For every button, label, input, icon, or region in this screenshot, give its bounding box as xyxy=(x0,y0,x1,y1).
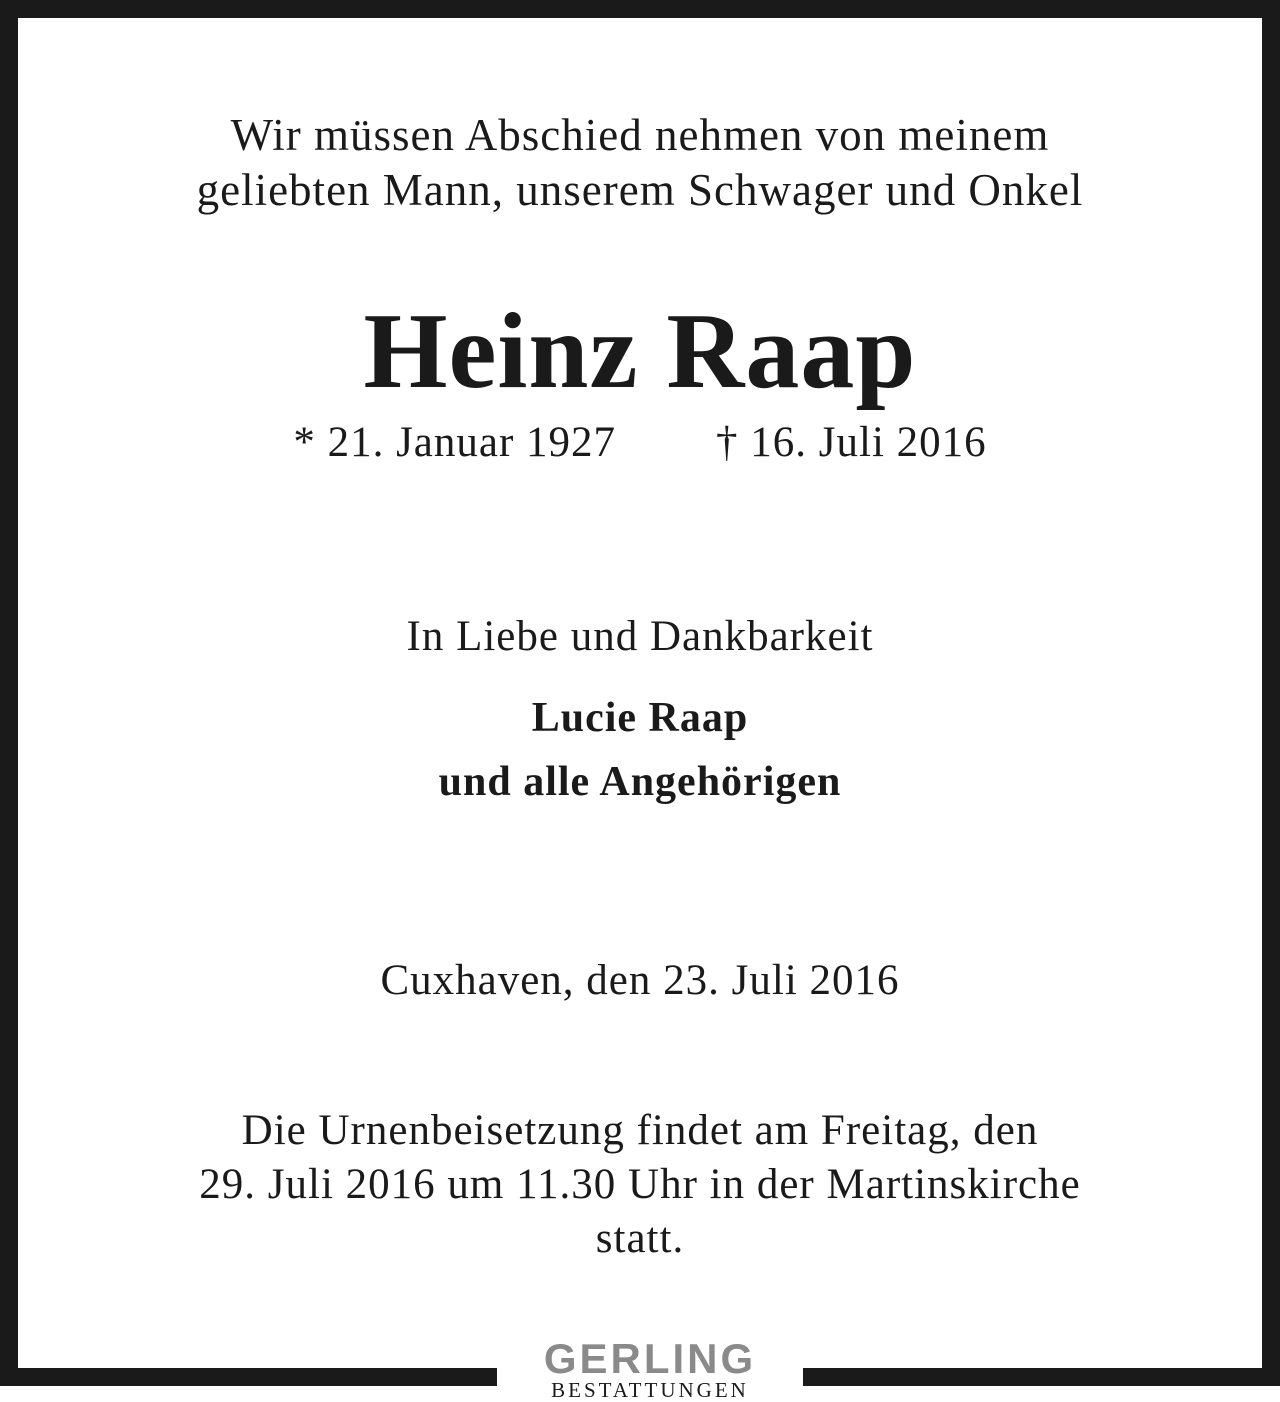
burial-notice xyxy=(0,1104,1280,1266)
deceased-name: Heinz Raap xyxy=(363,292,917,411)
frame-border-top xyxy=(0,0,1280,18)
frame-border-bottom-left xyxy=(0,1368,497,1386)
mourner-primary: Lucie Raap xyxy=(531,695,749,741)
death-date: † 16. Juli 2016 xyxy=(716,419,987,466)
intro-line-2: geliebten Mann, unserem Schwager und Onkel xyxy=(196,165,1084,215)
life-dates xyxy=(0,416,1280,470)
mourners-signature xyxy=(0,686,1280,814)
logo-wordmark: GERLING xyxy=(543,1335,757,1382)
birth-date: * 21. Januar 1927 xyxy=(293,419,617,466)
mourner-relatives: und alle Angehörigen xyxy=(438,759,842,805)
frame-border-bottom-right xyxy=(803,1368,1280,1386)
thanks-phrase: In Liebe und Dankbarkeit xyxy=(406,613,874,660)
place-and-date: Cuxhaven, den 23. Juli 2016 xyxy=(380,957,900,1004)
notice-line-3: statt. xyxy=(595,1215,685,1262)
intro-text xyxy=(0,108,1280,218)
notice-line-1: Die Urnenbeisetzung findet am Freitag, den xyxy=(241,1107,1039,1154)
intro-line-1: Wir müssen Abschied nehmen von meinem xyxy=(230,110,1050,160)
notice-line-2: 29. Juli 2016 um 11.30 Uhr in der Martinskirche xyxy=(199,1161,1081,1208)
logo-subtitle: BESTATTUNGEN xyxy=(551,1378,749,1402)
funeral-home-logo xyxy=(497,1335,803,1402)
